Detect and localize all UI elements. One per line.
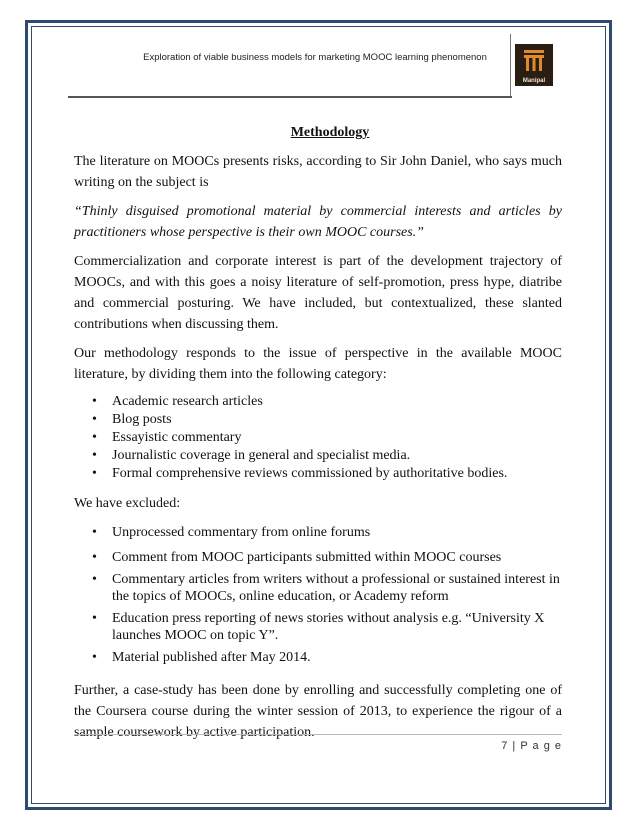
section-heading: Methodology <box>290 125 370 140</box>
header-rule <box>68 96 512 98</box>
page-number: 7 | P a g e <box>501 740 562 752</box>
manipal-logo <box>515 44 553 86</box>
quotation: “Thinly disguised promotional material by commercial interests and articles by practitioners whose perspective is their own MOOC courses.” <box>74 204 562 240</box>
running-header-title: Exploration of viable business models for marketing MOOC learning phenomenon <box>143 52 487 63</box>
excluded-list <box>92 524 562 666</box>
list-item: • Comment from MOOC participants submitted within MOOC courses <box>92 549 562 566</box>
list-item: • Education press reporting of news stories without analysis e.g. “University X launches MOOC on topic Y”. <box>92 610 562 644</box>
paragraph-methodology: Our methodology responds to the issue of perspective in the available MOOC literature, by dividing them into the following category: <box>74 346 562 382</box>
header-divider <box>510 34 511 98</box>
list-item: • Commentary articles from writers without a professional or sustained interest in the topics of MOOCs, online education, or Academy reform <box>92 571 562 605</box>
footer-rule <box>74 734 562 735</box>
list-item: • Academic research articles <box>92 393 562 411</box>
list-item: • Essayistic commentary <box>92 429 562 447</box>
list-item: • Journalistic coverage in general and specialist media. <box>92 447 562 465</box>
paragraph-case-study: Further, a case-study has been done by enrolling and successfully completing one of the Coursera course during the winter session of 2013, to experience the rigour of a sample coursework by active participation. <box>74 683 562 740</box>
list-item: • Formal comprehensive reviews commissioned by authoritative bodies. <box>92 465 562 483</box>
list-item: • Unprocessed commentary from online forums <box>92 524 562 541</box>
page-content <box>74 122 562 751</box>
list-item: • Material published after May 2014. <box>92 649 562 666</box>
paragraph-intro: The literature on MOOCs presents risks, according to Sir John Daniel, who says much writing on the subject is <box>74 154 562 190</box>
list-item: • Blog posts <box>92 411 562 429</box>
manipal-emblem-icon <box>515 44 553 76</box>
logo-text: Manipal <box>522 78 546 84</box>
excluded-intro: We have excluded: <box>74 496 181 511</box>
paragraph-commercialization: Commercialization and corporate interest is part of the development trajectory of MOOCs, and with this goes a noisy literature of self-promotion, press hype, diatribe and commercial posturing. We have included, but contextualized, these slanted contributions when discussing them. <box>74 254 562 332</box>
category-list <box>92 393 562 483</box>
